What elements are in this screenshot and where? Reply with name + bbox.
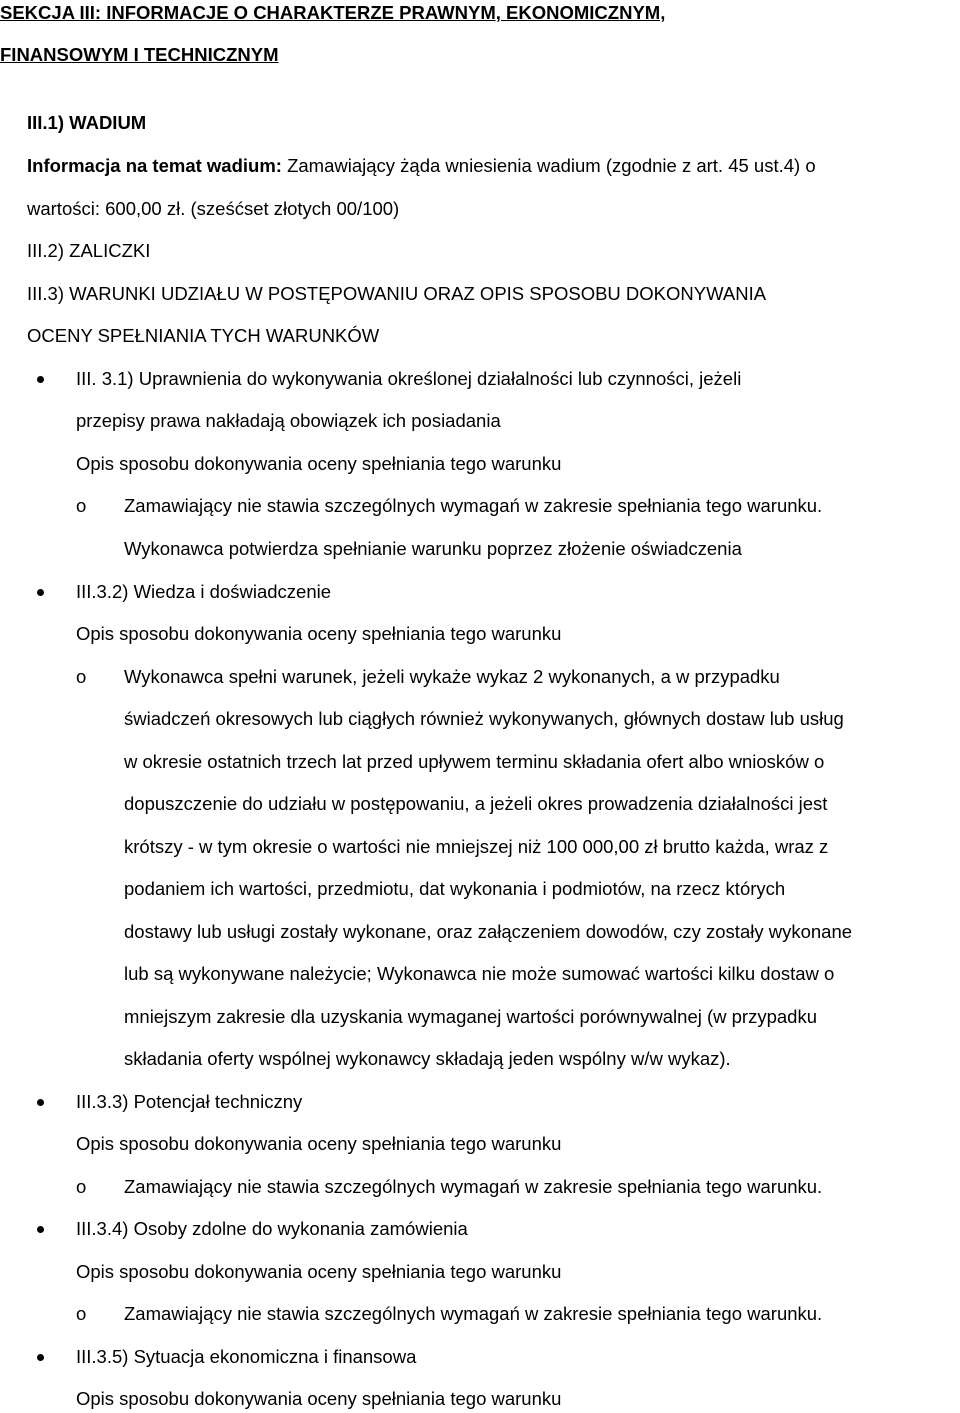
zaliczki-heading: III.2) ZALICZKI — [27, 240, 151, 261]
item-3-3-text: Zamawiający nie stawia szczególnych wymagań w zakresie spełniania tego warunku. — [124, 1176, 823, 1197]
item-3-2-line: świadczeń okresowych lub ciągłych również wykonywanych, głównych dostaw lub usług — [124, 708, 844, 729]
bullet-icon — [37, 1354, 44, 1361]
sub-bullet-icon: o — [76, 1303, 87, 1324]
item-3-2-line: lub są wykonywane należycie; Wykonawca nie może sumować wartości kilku dostaw o — [124, 963, 835, 984]
bullet-icon — [37, 1226, 44, 1233]
bullet-icon — [37, 1099, 44, 1106]
item-3-4-text: Zamawiający nie stawia szczególnych wymagań w zakresie spełniania tego warunku. — [124, 1303, 823, 1324]
warunki-heading-line-1: III.3) WARUNKI UDZIAŁU W POSTĘPOWANIU ORAZ OPIS SPOSOBU DOKONYWANIA — [27, 283, 767, 304]
section-title-line-2: FINANSOWYM I TECHNICZNYM — [0, 44, 279, 65]
item-3-2-line: mniejszym zakresie dla uzyskania wymaganej wartości porównywalnej (w przypadku — [124, 1006, 818, 1027]
item-3-3-opis: Opis sposobu dokonywania oceny spełniania tego warunku — [76, 1133, 562, 1154]
item-3-1-text-line-2: Wykonawca potwierdza spełnianie warunku poprzez złożenie oświadczenia — [124, 538, 742, 559]
item-3-2-line: dostawy lub usługi zostały wykonane, oraz załączeniem dowodów, czy zostały wykonane — [124, 921, 853, 942]
wadium-heading: III.1) WADIUM — [27, 112, 147, 133]
wadium-info-line-1 — [27, 154, 816, 178]
wadium-info-line-2: wartości: 600,00 zł. (sześćset złotych 00/100) — [27, 198, 400, 219]
item-3-2-line: podaniem ich wartości, przedmiotu, dat wykonania i podmiotów, na rzecz których — [124, 878, 786, 899]
section-title-line-1: SEKCJA III: INFORMACJE O CHARAKTERZE PRAWNYM, EKONOMICZNYM, — [0, 2, 666, 23]
sub-bullet-icon: o — [76, 666, 87, 687]
item-3-4-opis: Opis sposobu dokonywania oceny spełniania tego warunku — [76, 1261, 562, 1282]
sub-bullet-icon: o — [76, 495, 87, 516]
item-3-1-text-line-1: Zamawiający nie stawia szczególnych wymagań w zakresie spełniania tego warunku. — [124, 495, 823, 516]
item-3-1-title-line-2: przepisy prawa nakładają obowiązek ich posiadania — [76, 410, 501, 431]
item-3-5-opis: Opis sposobu dokonywania oceny spełniania tego warunku — [76, 1388, 562, 1409]
warunki-heading-line-2: OCENY SPEŁNIANIA TYCH WARUNKÓW — [27, 325, 380, 346]
item-3-4-title: III.3.4) Osoby zdolne do wykonania zamówienia — [76, 1218, 468, 1239]
item-3-1-opis: Opis sposobu dokonywania oceny spełniania tego warunku — [76, 453, 562, 474]
item-3-2-title: III.3.2) Wiedza i doświadczenie — [76, 581, 332, 602]
item-3-3-title: III.3.3) Potencjał techniczny — [76, 1091, 303, 1112]
sub-bullet-icon: o — [76, 1176, 87, 1197]
item-3-1-title-line-1: III. 3.1) Uprawnienia do wykonywania określonej działalności lub czynności, jeżeli — [76, 368, 742, 389]
wadium-info-text: Zamawiający żąda wniesienia wadium (zgodnie z art. 45 ust.4) o — [281, 155, 816, 176]
item-3-2-opis: Opis sposobu dokonywania oceny spełniania tego warunku — [76, 623, 562, 644]
item-3-2-line: dopuszczenie do udziału w postępowaniu, a jeżeli okres prowadzenia działalności jest — [124, 793, 828, 814]
item-3-5-title: III.3.5) Sytuacja ekonomiczna i finansowa — [76, 1346, 417, 1367]
bullet-icon — [37, 376, 44, 383]
item-3-2-line: krótszy - w tym okresie o wartości nie mniejszej niż 100 000,00 zł brutto każda, wraz z — [124, 836, 829, 857]
bullet-icon — [37, 589, 44, 596]
item-3-2-line: składania oferty wspólnej wykonawcy składają jeden wspólny w/w wykaz). — [124, 1048, 731, 1069]
item-3-2-line: w okresie ostatnich trzech lat przed upływem terminu składania ofert albo wniosków o — [124, 751, 825, 772]
item-3-2-line: Wykonawca spełni warunek, jeżeli wykaże wykaz 2 wykonanych, a w przypadku — [124, 666, 780, 687]
wadium-info-label: Informacja na temat wadium: — [27, 155, 282, 176]
